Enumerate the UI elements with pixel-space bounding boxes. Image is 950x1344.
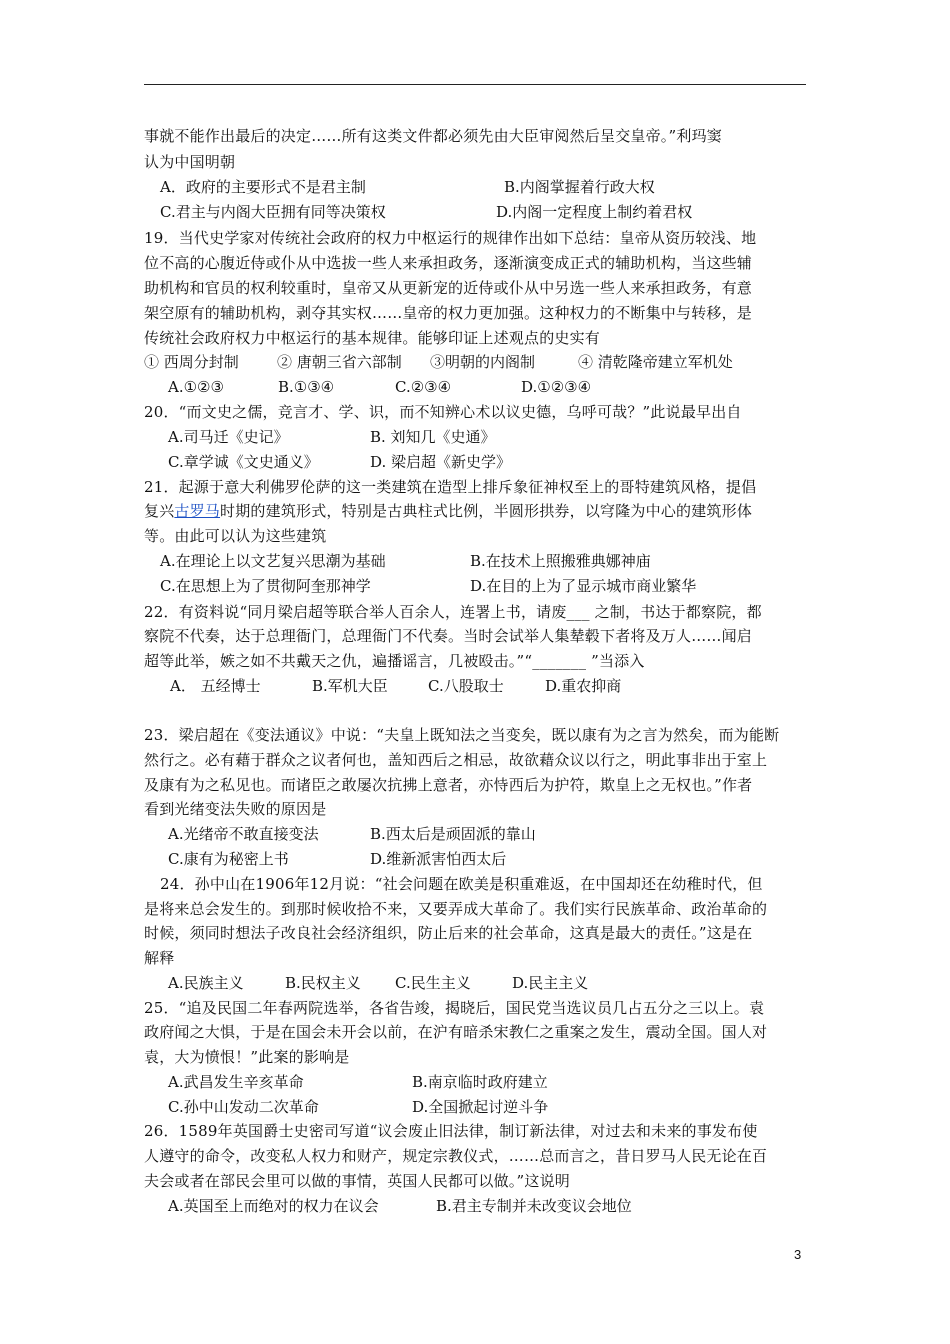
q24-option-b: B.民权主义 [285, 974, 361, 992]
q22-line-3: 超等此举，嫉之如不共戴天之仇，遍播谣言，几被殴击。”“_______ ”当添入 [144, 652, 645, 670]
q21-option-d: D.在目的上为了显示城市商业繁华 [470, 577, 697, 595]
q19-item-2: ② 唐朝三省六部制 [277, 353, 402, 371]
q22-option-c: C.八股取士 [428, 677, 504, 695]
q18-option-c: C.君主与内阁大臣拥有同等决策权 [160, 203, 386, 221]
q20-option-b: B. 刘知几《史通》 [370, 428, 496, 446]
q22-option-d: D.重农抑商 [545, 677, 622, 695]
q19-option-b: B.①③④ [278, 378, 335, 396]
q23-line-4: 看到光绪变法失败的原因是 [144, 800, 327, 818]
q25-option-b: B.南京临时政府建立 [412, 1073, 548, 1091]
q19-item-1: ① 西周分封制 [144, 353, 239, 371]
q21-line-1: 21．起源于意大利佛罗伦萨的这一类建筑在造型上排斥象征神权至上的哥特建筑风格，提倡 [144, 478, 757, 496]
q18-line-1: 事就不能作出最后的决定……所有这类文件都必须先由大臣审阅然后呈交皇帝。”利玛窦 [144, 127, 722, 145]
q22-option-b: B.军机大臣 [312, 677, 388, 695]
q21-option-a: A.在理论上以文艺复兴思潮为基础 [160, 552, 386, 570]
q24-line-3: 时候，须同时想法子改良社会经济组织，防止后来的社会革命，这真是最大的责任。”这是在 [144, 924, 753, 942]
q21-line-2 [144, 501, 752, 521]
q18-option-b: B.内阁掌握着行政大权 [504, 178, 655, 196]
q24-option-c: C.民生主义 [395, 974, 471, 992]
q19-option-c: C.②③④ [395, 378, 452, 396]
q23-line-1: 23．梁启超在《变法通议》中说：“夫皇上既知法之当变矣，既以康有为之言为然矣，而为能断 [144, 726, 780, 744]
q23-line-2: 然行之。必有藉于群众之议者何也，盖知西后之相忌，故欲藉众议以行之，明此事非出于室上 [144, 751, 768, 769]
q23-line-3: 及康有为之私见也。而诸臣之敢屡次抗拂上意者，亦恃西后为护符，欺皇上之无权也。”作者 [144, 776, 753, 794]
q19-item-4: ④ 清乾隆帝建立军机处 [578, 353, 733, 371]
q20-option-c: C.章学诚《文史通义》 [168, 453, 319, 471]
q19-line-2: 位不高的心腹近侍或仆从中选拔一些人来承担政务，逐渐演变成正式的辅助机构，当这些辅 [144, 254, 753, 272]
q19-line-5: 传统社会政府权力中枢运行的基本规律。能够印证上述观点的史实有 [144, 329, 601, 347]
q26-option-a: A.英国至上而绝对的权力在议会 [168, 1197, 379, 1215]
q18-option-a: A．政府的主要形式不是君主制 [160, 178, 366, 196]
q21-line-3: 等。由此可以认为这些建筑 [144, 527, 327, 545]
q26-option-b: B.君主专制并未改变议会地位 [436, 1197, 632, 1215]
header-rule [144, 84, 806, 85]
q25-option-c: C.孙中山发动二次革命 [168, 1098, 319, 1116]
ancient-rome-link[interactable]: 古罗马 [174, 502, 221, 520]
q26-line-2: 人遵守的命令，改变私人权力和财产，规定宗教仪式，……总而言之，昔日罗马人民无论在百 [144, 1147, 768, 1165]
q24-option-d: D.民主主义 [512, 974, 589, 992]
q19-line-3: 助机构和官员的权利较重时，皇帝又从更新宠的近侍或仆从中另选一些人来承担政务，有意 [144, 279, 753, 297]
q22-line-2: 察院不代奏，达于总理衙门，总理衙门不代奏。当时会试举人集辇毂下者将及万人……闻启 [144, 627, 753, 645]
q20-option-a: A.司马迁《史记》 [168, 428, 289, 446]
q20-line: 20．“而文史之儒，竞言才、学、识，而不知辨心术以议史德，乌呼可哉？”此说最早出自 [144, 403, 742, 421]
q23-option-b: B.西太后是顽固派的靠山 [370, 825, 536, 843]
q21-line-2-post: 时期的建筑形式，特别是古典柱式比例，半圆形拱券，以穹隆为中心的建筑形体 [220, 502, 753, 520]
q24-option-a: A.民族主义 [168, 974, 244, 992]
q26-line-3: 夫会或者在部民会里可以做的事情，英国人民都可以做。”这说明 [144, 1172, 570, 1190]
q19-option-d: D.①②③④ [521, 378, 592, 396]
q25-option-a: A.武昌发生辛亥革命 [168, 1073, 304, 1091]
q18-line-2: 认为中国明朝 [144, 153, 236, 171]
q23-option-d: D.维新派害怕西太后 [370, 850, 507, 868]
q21-line-2-pre: 复兴 [144, 502, 175, 520]
q19-line-4: 架空原有的辅助机构，剥夺其实权……皇帝的权力更加强。这种权力的不断集中与转移，是 [144, 304, 753, 322]
q21-option-c: C.在思想上为了贯彻阿奎那神学 [160, 577, 371, 595]
q19-item-3: ③明朝的内阁制 [430, 353, 536, 371]
q23-option-c: C.康有为秘密上书 [168, 850, 289, 868]
q25-option-d: D.全国掀起讨逆斗争 [412, 1098, 549, 1116]
q24-line-2: 是将来总会发生的。到那时候收拾不来，又要弄成大革命了。我们实行民族革命、政治革命的 [144, 900, 768, 918]
q25-line-3: 袁，大为愤恨！”此案的影响是 [144, 1048, 350, 1066]
q25-line-1: 25．“追及民国二年春两院选举，各省告竣，揭晓后，国民党当选议员几占五分之三以上。袁 [144, 999, 765, 1017]
q24-line-4: 解释 [144, 949, 175, 967]
q20-option-d: D. 梁启超《新史学》 [370, 453, 512, 471]
q22-line-1: 22．有资料说“同月梁启超等联合举人百余人，连署上书，请废___ 之制，书达于都察院，都 [144, 603, 762, 621]
q23-option-a: A.光绪帝不敢直接变法 [168, 825, 319, 843]
q19-option-a: A.①②③ [168, 378, 224, 396]
q25-line-2: 政府闻之大惧，于是在国会未开会以前，在沪有暗杀宋教仁之重案之发生，震动全国。国人对 [144, 1023, 768, 1041]
q19-line-1: 19．当代史学家对传统社会政府的权力中枢运行的规律作出如下总结：皇帝从资历较浅、地 [144, 229, 757, 247]
q22-option-a: A． 五经博士 [170, 677, 261, 695]
q26-line-1: 26．1589年英国爵士史密司写道“议会废止旧法律，制订新法律，对过去和未来的事发布使 [144, 1122, 758, 1140]
q18-option-d: D.内阁一定程度上制约着君权 [496, 203, 693, 221]
q21-option-b: B.在技术上照搬雅典娜神庙 [470, 552, 651, 570]
page-number: 3 [794, 1247, 802, 1262]
q24-line-1: 24．孙中山在1906年12月说：“社会问题在欧美是积重难返，在中国却还在幼稚时代，但 [160, 875, 763, 893]
